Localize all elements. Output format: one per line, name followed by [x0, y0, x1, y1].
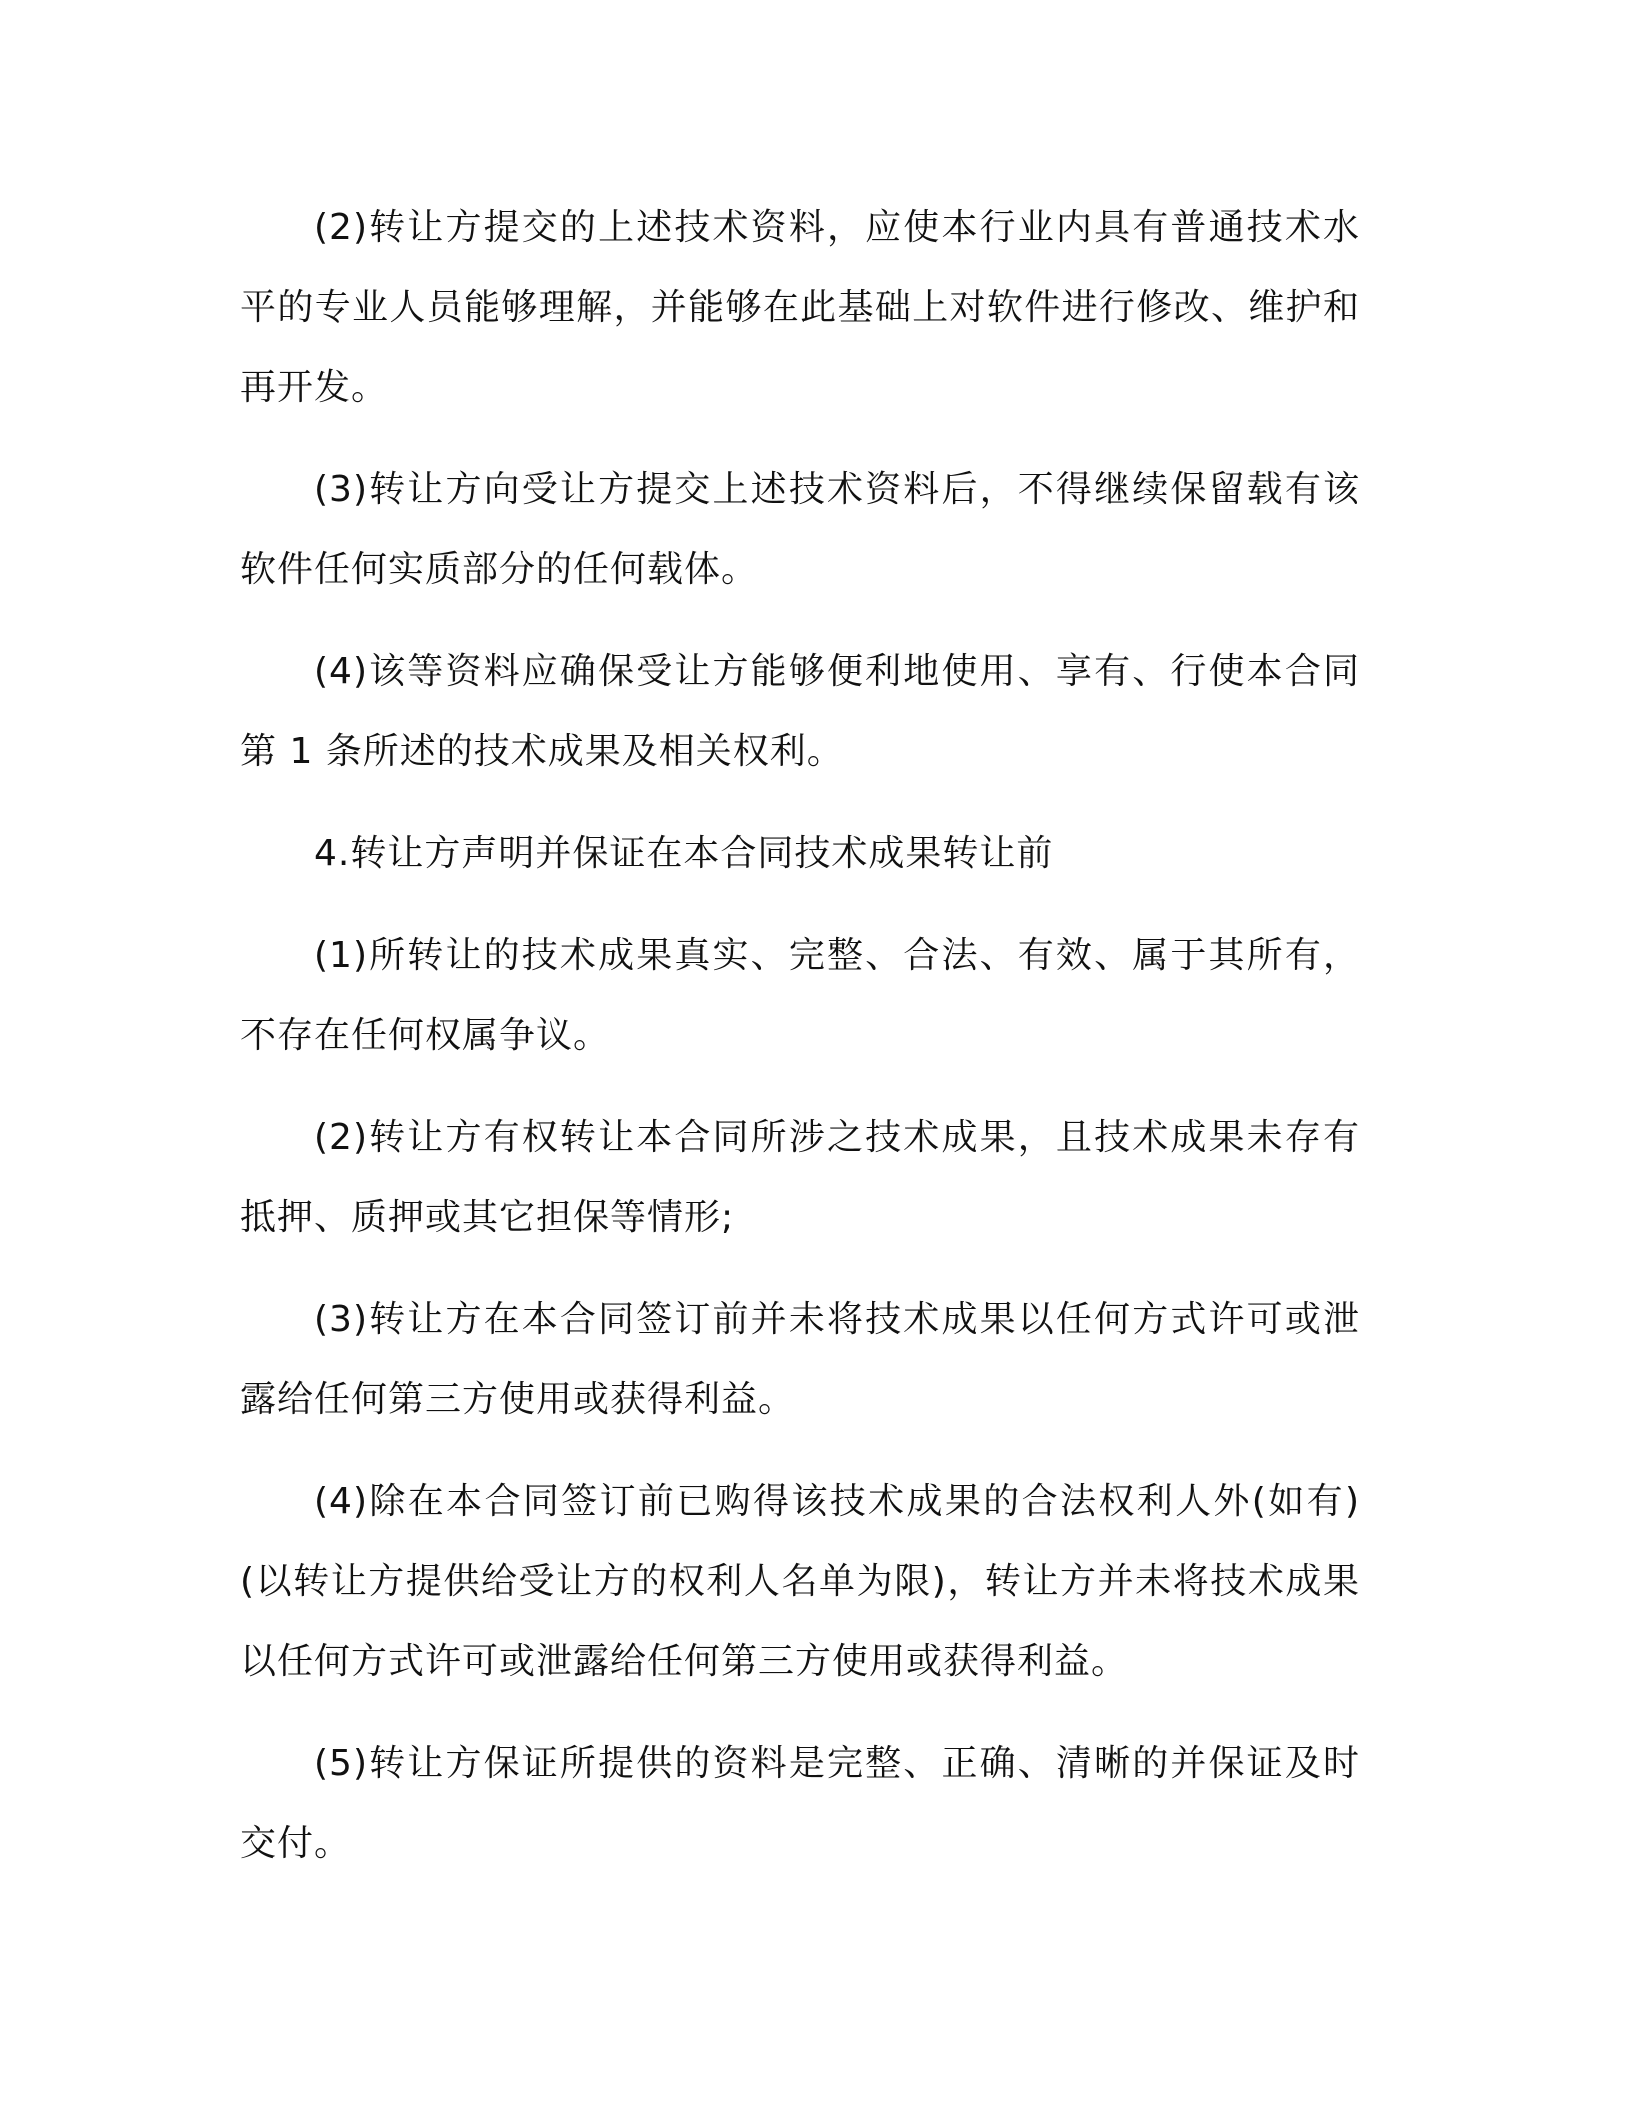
warranty-1-genuine-ownership: (1)所转让的技术成果真实、完整、合法、有效、属于其所有，不存在任何权属争议。 [240, 935, 1360, 1056]
warranty-5-complete-materials: (5)转让方保证所提供的资料是完整、正确、清晰的并保证及时交付。 [240, 1743, 1360, 1864]
paragraph-4-convenient-use: (4)该等资料应确保受让方能够便利地使用、享有、行使本合同第 1 条所述的技术成果及相关权利。 [240, 651, 1360, 772]
paragraph-2-tech-docs-understandable: (2)转让方提交的上述技术资料，应使本行业内具有普通技术水平的专业人员能够理解，并能够在此基础上对软件进行修改、维护和再开发。 [240, 207, 1360, 408]
section-4-heading: 4.转让方声明并保证在本合同技术成果转让前 [314, 833, 1054, 874]
warranty-3-no-prior-license: (3)转让方在本合同签订前并未将技术成果以任何方式许可或泄露给任何第三方使用或获得利益。 [240, 1299, 1360, 1420]
paragraph-3-no-retained-copies: (3)转让方向受让方提交上述技术资料后，不得继续保留载有该软件任何实质部分的任何载体。 [240, 469, 1360, 590]
warranty-4-rights-holders: (4)除在本合同签订前已购得该技术成果的合法权利人外(如有)(以转让方提供给受让方的权利人名单为限)，转让方并未将技术成果以任何方式许可或泄露给任何第三方使用或获得利益。 [240, 1481, 1360, 1682]
document-body [240, 188, 1360, 1906]
warranty-2-right-to-transfer: (2)转让方有权转让本合同所涉之技术成果，且技术成果未存有抵押、质押或其它担保等情形; [240, 1117, 1360, 1238]
